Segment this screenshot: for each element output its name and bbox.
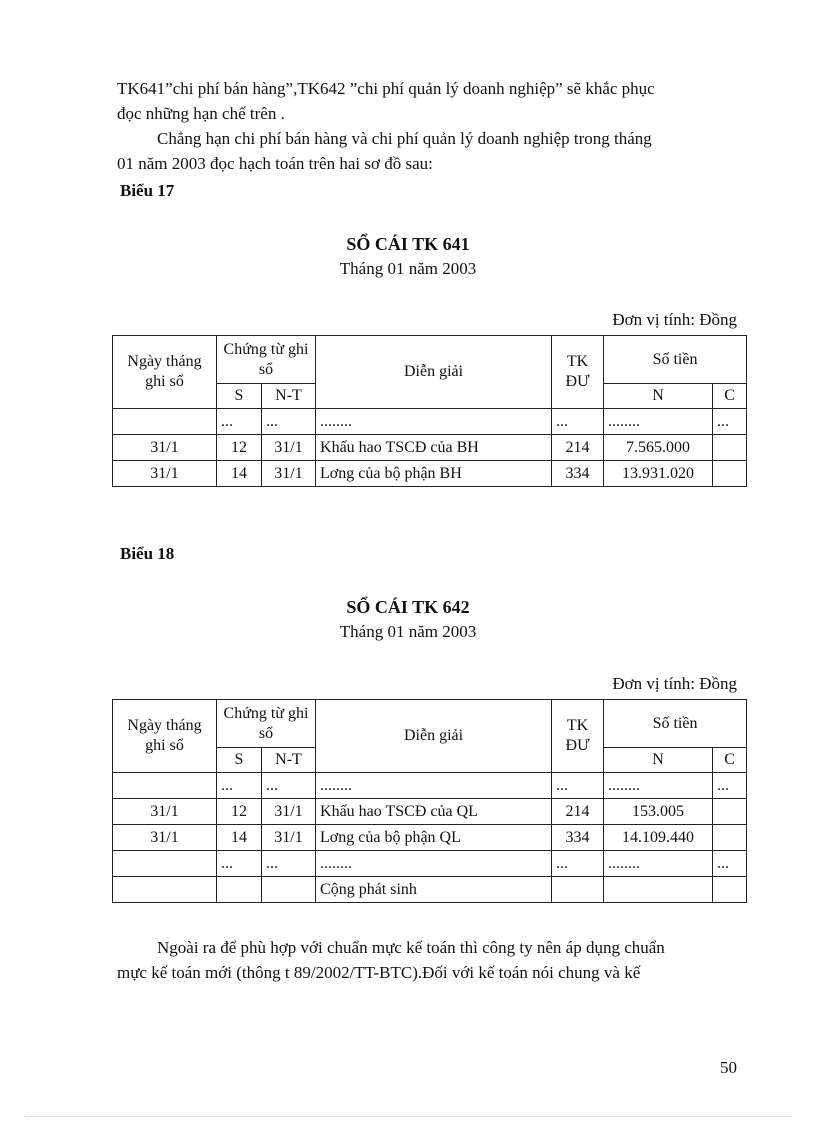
cell-date xyxy=(113,851,217,877)
cell-date xyxy=(113,877,217,903)
table-row-total xyxy=(113,877,747,903)
cell-nt: 31/1 xyxy=(262,435,316,461)
header-voucher-nt: N-T xyxy=(262,384,316,409)
cell-debit: 153.005 xyxy=(604,799,713,825)
cell-account: 214 xyxy=(552,799,604,825)
cell-nt xyxy=(262,877,316,903)
header-account: TK ĐƯ xyxy=(552,700,604,773)
table-row xyxy=(113,773,747,799)
cell-credit: ... xyxy=(713,409,747,435)
page-number: 50 xyxy=(720,1058,737,1077)
cell-s: 12 xyxy=(217,435,262,461)
header-voucher: Chứng từ ghi sổ xyxy=(217,336,316,384)
cell-description: Cộng phát sinh xyxy=(316,877,552,903)
header-debit: N xyxy=(604,748,713,773)
header-description: Diễn giải xyxy=(316,336,552,409)
cell-credit xyxy=(713,461,747,487)
cell-s: 14 xyxy=(217,461,262,487)
ledger2-subtitle: Tháng 01 năm 2003 xyxy=(339,622,477,641)
header-debit: N xyxy=(604,384,713,409)
cell-credit: ... xyxy=(713,773,747,799)
cell-s: ... xyxy=(217,773,262,799)
cell-description: ........ xyxy=(316,773,552,799)
cell-debit: ........ xyxy=(604,773,713,799)
intro-line-2: đọc những hạn chế trên . xyxy=(117,104,285,123)
ledger1-table xyxy=(112,335,747,487)
cell-debit: 7.565.000 xyxy=(604,435,713,461)
cell-account: 334 xyxy=(552,461,604,487)
table-row xyxy=(113,461,747,487)
table-row xyxy=(113,799,747,825)
ledger1-subtitle: Tháng 01 năm 2003 xyxy=(339,259,477,278)
header-voucher: Chứng từ ghi sổ xyxy=(217,700,316,748)
header-voucher-nt: N-T xyxy=(262,748,316,773)
ledger1-unit: Đơn vị tính: Đồng xyxy=(612,310,737,329)
ledger2-title: SỔ CÁI TK 642 xyxy=(346,597,470,617)
cell-nt: 31/1 xyxy=(262,461,316,487)
cell-credit: ... xyxy=(713,851,747,877)
cell-nt: ... xyxy=(262,409,316,435)
closing-paragraph xyxy=(117,935,738,985)
cell-credit xyxy=(713,877,747,903)
table-row xyxy=(113,409,747,435)
header-voucher-s: S xyxy=(217,384,262,409)
cell-s: ... xyxy=(217,851,262,877)
cell-s: 14 xyxy=(217,825,262,851)
cell-description: Khấu hao TSCĐ của QL xyxy=(316,799,552,825)
ledger1-title: SỔ CÁI TK 641 xyxy=(346,234,470,254)
table-row xyxy=(113,851,747,877)
closing-line-1: Ngoài ra để phù hợp với chuẩn mực kế toán thì công ty nên áp dụng chuẩn xyxy=(157,938,665,957)
cell-debit: 14.109.440 xyxy=(604,825,713,851)
cell-credit xyxy=(713,799,747,825)
cell-debit: ........ xyxy=(604,409,713,435)
intro-paragraph xyxy=(117,76,738,176)
header-credit: C xyxy=(713,384,747,409)
cell-description: Lơng của bộ phận BH xyxy=(316,461,552,487)
cell-description: ........ xyxy=(316,409,552,435)
cell-s xyxy=(217,877,262,903)
header-date: Ngày tháng ghi sổ xyxy=(113,700,217,773)
ledger1-label: Biểu 17 xyxy=(120,181,175,200)
cell-nt: 31/1 xyxy=(262,799,316,825)
table-row xyxy=(113,435,747,461)
cell-debit: 13.931.020 xyxy=(604,461,713,487)
header-amount: Số tiền xyxy=(604,700,747,748)
closing-line-2: mực kế toán mới (thông t 89/2002/TT-BTC).Đối với kế toán nói chung và kế xyxy=(117,963,641,982)
cell-description: Lơng của bộ phận QL xyxy=(316,825,552,851)
ledger2-table xyxy=(112,699,747,903)
cell-date xyxy=(113,409,217,435)
intro-line-3: Chẳng hạn chi phí bán hàng và chi phí quản lý doanh nghiệp trong tháng xyxy=(157,129,652,148)
cell-description: Khấu hao TSCĐ của BH xyxy=(316,435,552,461)
header-account: TK ĐƯ xyxy=(552,336,604,409)
cell-s: ... xyxy=(217,409,262,435)
page-footer-rule xyxy=(24,1116,792,1117)
cell-credit xyxy=(713,435,747,461)
cell-date: 31/1 xyxy=(113,799,217,825)
cell-credit xyxy=(713,825,747,851)
header-voucher-s: S xyxy=(217,748,262,773)
cell-nt: 31/1 xyxy=(262,825,316,851)
cell-nt: ... xyxy=(262,773,316,799)
header-amount: Số tiền xyxy=(604,336,747,384)
cell-account: ... xyxy=(552,851,604,877)
cell-debit: ........ xyxy=(604,851,713,877)
cell-debit xyxy=(604,877,713,903)
ledger2-unit: Đơn vị tính: Đồng xyxy=(612,674,737,693)
cell-description: ........ xyxy=(316,851,552,877)
table-row xyxy=(113,825,747,851)
cell-date: 31/1 xyxy=(113,825,217,851)
cell-date xyxy=(113,773,217,799)
cell-account: 214 xyxy=(552,435,604,461)
header-description: Diễn giải xyxy=(316,700,552,773)
ledger2-label: Biểu 18 xyxy=(120,544,175,563)
cell-s: 12 xyxy=(217,799,262,825)
cell-account: 334 xyxy=(552,825,604,851)
cell-account: ... xyxy=(552,773,604,799)
cell-date: 31/1 xyxy=(113,461,217,487)
header-credit: C xyxy=(713,748,747,773)
header-date: Ngày tháng ghi sổ xyxy=(113,336,217,409)
cell-date: 31/1 xyxy=(113,435,217,461)
cell-account xyxy=(552,877,604,903)
cell-account: ... xyxy=(552,409,604,435)
cell-nt: ... xyxy=(262,851,316,877)
intro-line-1: TK641”chi phí bán hàng”,TK642 ”chi phí quản lý doanh nghiệp” sẽ khắc phục xyxy=(117,79,655,98)
intro-line-4: 01 năm 2003 đọc hạch toán trên hai sơ đồ sau: xyxy=(117,154,433,173)
